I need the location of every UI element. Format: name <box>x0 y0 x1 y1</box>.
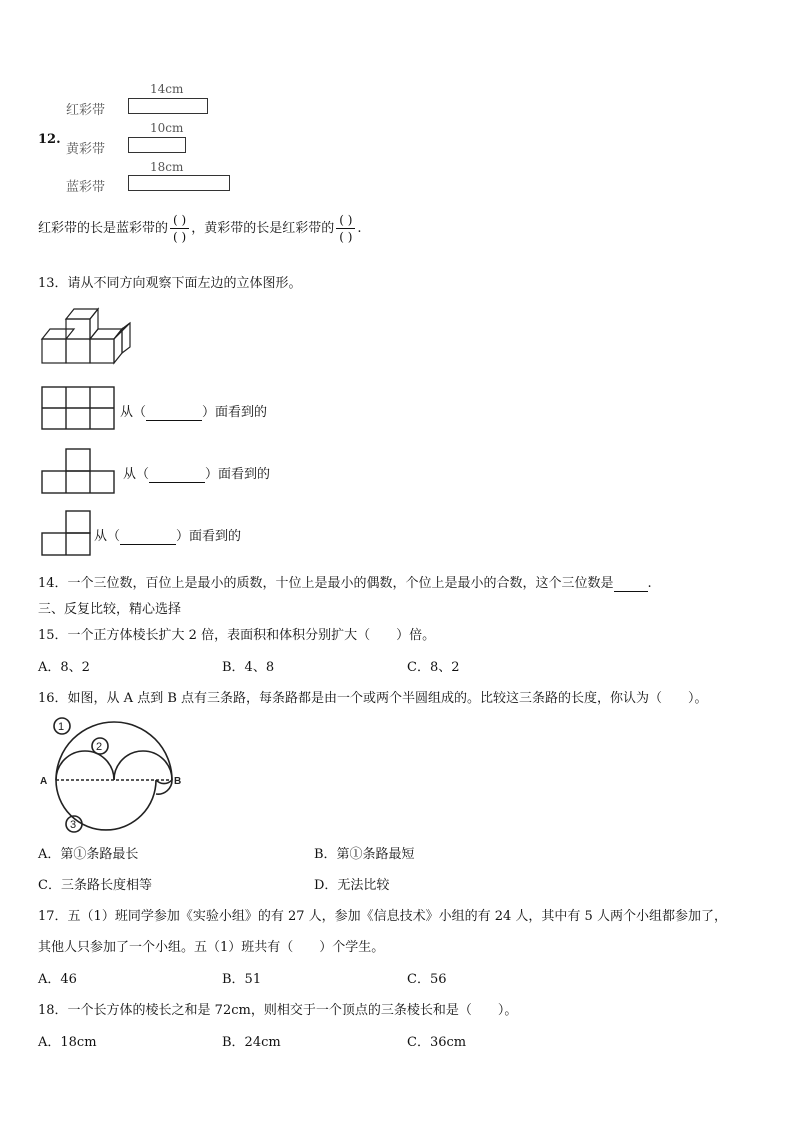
view-grid-3 <box>41 510 91 556</box>
view-3-answer-blank[interactable] <box>120 529 176 545</box>
blue-ribbon-bar <box>128 175 230 191</box>
path-1-label: 1 <box>58 721 65 733</box>
view-1-suffix: ）面看到的 <box>202 405 268 420</box>
view-3-prefix: 从（ <box>94 529 121 544</box>
q16-text: 16．如图，从 A 点到 B 点有三条路，每条路都是由一个或两个半圆组成的。比较这三条路的长度，你认为（ ）。 <box>38 691 708 706</box>
q15-text: 15．一个正方体棱长扩大 2 倍，表面积和体积分别扩大（ ）倍。 <box>38 628 436 643</box>
q16-option-c[interactable]: C．三条路长度相等 <box>38 878 152 893</box>
q14-end: . <box>647 576 652 591</box>
point-b-label: B <box>174 776 182 787</box>
point-a-label: A <box>40 776 48 787</box>
q14-question <box>38 572 652 592</box>
q18-text: 18．一个长方体的棱长之和是 72cm，则相交于一个顶点的三条棱长和是（ ）。 <box>38 1003 518 1018</box>
q17-line-1: 17．五（1）班同学参加《实验小组》的有 27 人，参加《信息技术》小组的有 24 人，其中有 5 人两个小组都参加了， <box>38 909 727 924</box>
fraction-2-denominator: ( ) <box>339 230 353 244</box>
view-1-answer-blank[interactable] <box>146 405 202 421</box>
semicircle-paths-figure <box>38 712 188 837</box>
view-3-suffix: ）面看到的 <box>176 529 242 544</box>
q12-question <box>38 212 362 245</box>
q12-text-part1: 红彩带的长是蓝彩带的 <box>38 221 169 236</box>
view-2-caption <box>123 463 270 483</box>
q14-text: 14．一个三位数，百位上是最小的质数，十位上是最小的偶数，个位上是最小的合数，这个三位数是 <box>38 576 614 591</box>
view-grid-1 <box>41 386 115 430</box>
fraction-blank-1[interactable] <box>170 212 189 245</box>
view-1-prefix: 从（ <box>120 405 147 420</box>
q16-option-a[interactable]: A．第①条路最长 <box>38 847 139 862</box>
q18-option-b[interactable]: B．24cm <box>222 1035 281 1050</box>
blue-ribbon-label: 蓝彩带 <box>66 180 106 195</box>
fraction-1-denominator: ( ) <box>173 230 187 244</box>
q16-option-b[interactable]: B．第①条路最短 <box>314 847 415 862</box>
cube-solid-figure <box>40 305 140 365</box>
q12-number: 12. <box>38 132 61 147</box>
q14-answer-blank[interactable] <box>614 576 648 592</box>
view-grid-2 <box>41 448 115 494</box>
view-1-caption <box>120 401 267 421</box>
yellow-ribbon-bar <box>128 137 186 153</box>
q17-option-c[interactable]: C．56 <box>407 972 447 987</box>
path-2-label: 2 <box>96 741 103 753</box>
fraction-blank-2[interactable] <box>336 212 355 245</box>
yellow-ribbon-label: 黄彩带 <box>66 142 106 157</box>
q17-line-2: 其他人只参加了一个小组。五（1）班共有（ ）个学生。 <box>38 940 385 955</box>
q18-option-c[interactable]: C．36cm <box>407 1035 467 1050</box>
red-ribbon-length: 14cm <box>150 82 184 96</box>
q16-option-d[interactable]: D．无法比较 <box>314 878 390 893</box>
yellow-ribbon-length: 10cm <box>150 121 184 135</box>
q17-option-b[interactable]: B．51 <box>222 972 262 987</box>
view-2-answer-blank[interactable] <box>149 467 205 483</box>
view-2-prefix: 从（ <box>123 467 150 482</box>
q15-option-b[interactable]: B．4、8 <box>222 660 275 675</box>
section-3-title: 三、反复比较，精心选择 <box>38 602 182 617</box>
q12-text-end: . <box>357 221 362 236</box>
view-2-suffix: ）面看到的 <box>205 467 271 482</box>
red-ribbon-bar <box>128 98 208 114</box>
view-3-caption <box>94 525 241 545</box>
q12-text-part2: ，黄彩带的长是红彩带的 <box>191 221 335 236</box>
red-ribbon-label: 红彩带 <box>66 103 106 118</box>
fraction-2-numerator: ( ) <box>336 212 355 229</box>
q17-option-a[interactable]: A．46 <box>38 972 77 987</box>
path-3-label: 3 <box>70 819 77 831</box>
q15-option-c[interactable]: C．8、2 <box>407 660 460 675</box>
blue-ribbon-length: 18cm <box>150 160 184 174</box>
fraction-1-numerator: ( ) <box>170 212 189 229</box>
q15-option-a[interactable]: A．8、2 <box>38 660 90 675</box>
q18-option-a[interactable]: A．18cm <box>38 1035 97 1050</box>
q13-title: 13．请从不同方向观察下面左边的立体图形。 <box>38 276 302 291</box>
